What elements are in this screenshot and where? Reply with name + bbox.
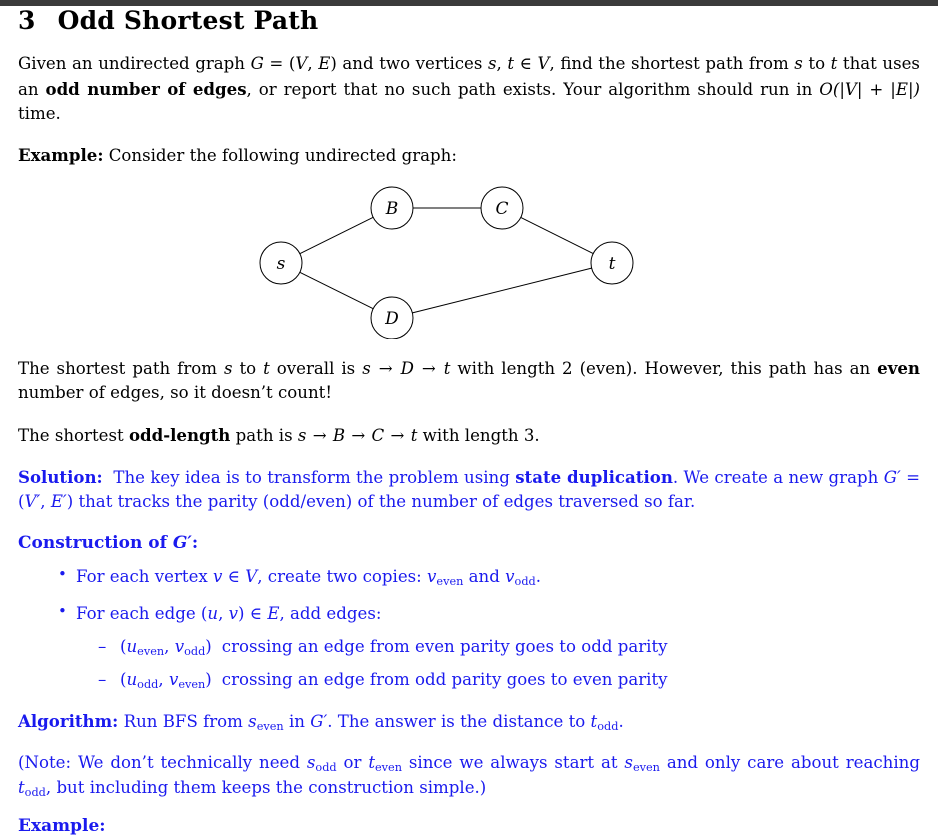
- d1-close: ): [205, 636, 212, 656]
- p2-t: t: [263, 358, 270, 378]
- intro-text-e: time.: [18, 104, 61, 124]
- b1-a: For each vertex: [76, 566, 214, 586]
- construction-heading-G: G′: [172, 532, 192, 553]
- alg-t-base: t: [590, 711, 598, 731]
- b1-copy1-sub: even: [436, 574, 464, 588]
- note-t2-sub: odd: [24, 785, 46, 799]
- d1-open: (: [120, 636, 127, 656]
- d2-v-sub: even: [178, 678, 206, 692]
- construction-heading: [18, 533, 920, 553]
- graph-node-label: C: [495, 198, 509, 219]
- b2-v: v: [228, 603, 239, 623]
- intro-text-d: , or report that no such path exists. Your algorithm should run in: [246, 79, 820, 99]
- p2-d: number of edges, so it doesn’t count!: [18, 383, 332, 403]
- intro-text-b: , find the shortest path from: [549, 54, 795, 74]
- graph-node-label: s: [276, 253, 286, 274]
- note-t-sub: even: [375, 761, 402, 775]
- p2-path-D: D: [400, 358, 414, 378]
- p3-b: path is: [230, 425, 298, 445]
- alg-Gprime: G′: [310, 711, 328, 731]
- note-s-base: s: [306, 753, 316, 773]
- d2-u-base: u: [126, 669, 138, 689]
- dash-icon: –: [98, 636, 107, 656]
- list-item: [58, 601, 920, 692]
- example-label: Example:: [18, 145, 104, 166]
- page-title: [18, 8, 920, 34]
- alg-s-sub: even: [256, 720, 284, 734]
- math-Gprime: G′: [883, 467, 901, 487]
- alg-s-base: s: [248, 711, 257, 731]
- d2-text: crossing an edge from odd parity goes to even parity: [221, 669, 668, 689]
- math-complexity: (|V| + |E|): [832, 79, 921, 99]
- graph-edges: [300, 208, 593, 313]
- graph-edge-D-t: [412, 268, 591, 313]
- math-Eprime: E′: [50, 492, 67, 512]
- graph-node-C: [481, 187, 523, 229]
- shortest-path-paragraph: [18, 356, 920, 406]
- b2-E: E: [267, 603, 280, 623]
- b1-and: and: [463, 566, 506, 586]
- intro-text-c: that uses an: [18, 54, 920, 99]
- p3-a: The shortest: [18, 425, 129, 445]
- note-c: and only care about reaching: [659, 753, 920, 773]
- graph-edge-s-B: [300, 217, 373, 253]
- note-d: , but including them keeps the construction simple.): [45, 777, 487, 797]
- intro-in: ∈: [514, 54, 538, 74]
- b1-in: ∈: [222, 566, 246, 586]
- intro-to: to: [802, 54, 831, 74]
- example-end-heading: Example:: [18, 816, 106, 836]
- p2-b: overall is: [269, 358, 363, 378]
- b1-b: , create two copies:: [257, 566, 428, 586]
- bullet-icon: •: [58, 601, 67, 620]
- arrow-icon: →: [307, 425, 332, 445]
- solution-text-b: . We create a new graph: [672, 467, 884, 487]
- math-t2: t: [830, 54, 838, 74]
- note-a: (Note: We don’t technically need: [18, 753, 307, 773]
- d2-comma: ,: [158, 669, 169, 689]
- b2-u: u: [207, 603, 219, 623]
- graph-edge-C-t: [521, 217, 593, 253]
- b1-v: v: [213, 566, 223, 586]
- bullet-icon: •: [58, 564, 67, 583]
- p2-a: The shortest path from: [18, 358, 224, 378]
- b1-copy2-base: v: [505, 566, 515, 586]
- graph-edge-s-D: [300, 272, 373, 308]
- math-s: s: [487, 54, 497, 74]
- b2-comma: ,: [218, 603, 229, 623]
- intro-comma-2: ,: [496, 54, 508, 74]
- algorithm-label: Algorithm:: [18, 710, 119, 731]
- note-s2-sub: even: [632, 761, 660, 775]
- math-t: t: [507, 54, 515, 74]
- d1-v-sub: odd: [184, 645, 206, 659]
- construction-bullet-list: [18, 565, 920, 692]
- d1-v-base: v: [174, 636, 185, 656]
- solution-label: Solution:: [18, 466, 103, 487]
- intro-close: ) and two vertices: [330, 54, 488, 74]
- list-item: [98, 635, 920, 659]
- graph-node-label: D: [385, 308, 399, 329]
- document-page: [0, 8, 938, 836]
- intro-bold-phrase: odd number of edges: [45, 78, 247, 99]
- graph-node-label: B: [385, 198, 399, 219]
- example-intro-paragraph: [18, 143, 920, 168]
- arrow-icon: →: [346, 425, 371, 445]
- construction-heading-a: Construction of: [18, 532, 173, 553]
- d2-u-sub: odd: [137, 678, 159, 692]
- d2-open: (: [120, 669, 127, 689]
- graph-node-label: t: [608, 253, 616, 274]
- d2-v-base: v: [168, 669, 179, 689]
- construction-heading-b: :: [191, 532, 199, 553]
- intro-text-a: Given an undirected graph: [18, 54, 251, 74]
- p3-bold: odd-length: [128, 424, 231, 445]
- b1-copy2-sub: odd: [514, 574, 536, 588]
- p3-C: C: [371, 425, 385, 445]
- p2-path-s: s: [362, 358, 371, 378]
- construction-dash-list: [76, 635, 920, 692]
- note-s-sub: odd: [315, 761, 337, 775]
- solution-close: ) that tracks the parity (odd/even) of the number of edges traversed so far.: [66, 492, 696, 512]
- b1-V: V: [245, 566, 258, 586]
- d1-u-base: u: [126, 636, 138, 656]
- section-title-text: Odd Shortest Path: [57, 6, 319, 35]
- math-G: G: [250, 54, 264, 74]
- odd-path-paragraph: [18, 423, 920, 448]
- arrow-icon: →: [371, 358, 400, 378]
- math-s2: s: [794, 54, 803, 74]
- b2-a: For each edge (: [76, 603, 208, 623]
- note-or: or: [336, 753, 369, 773]
- p3-s: s: [297, 425, 307, 445]
- note-s2-base: s: [624, 753, 633, 773]
- graph-figure: [18, 179, 920, 339]
- list-item: [58, 564, 920, 589]
- d1-text: crossing an edge from even parity goes to odd parity: [221, 636, 668, 656]
- graph-node-s: [260, 242, 302, 284]
- alg-b: in: [283, 711, 311, 731]
- solution-text-a: The key idea is to transform the problem using: [113, 467, 516, 487]
- math-V: V: [295, 54, 308, 74]
- p3-t: t: [410, 425, 418, 445]
- solution-comma: ,: [40, 492, 51, 512]
- alg-c: . The answer is the distance to: [327, 711, 591, 731]
- arrow-icon: →: [414, 358, 443, 378]
- solution-bold: state duplication: [515, 466, 673, 487]
- p2-bold: even: [877, 357, 920, 378]
- math-V2: V: [537, 54, 550, 74]
- graph-node-B: [371, 187, 413, 229]
- p2-c: with length 2 (even). However, this path has an: [450, 358, 878, 378]
- note-t2-base: t: [18, 777, 25, 797]
- b2-c: , add edges:: [279, 603, 382, 623]
- dash-icon: –: [98, 669, 107, 689]
- list-item: [98, 668, 920, 692]
- p2-path-t: t: [443, 358, 451, 378]
- alg-a: Run BFS from: [123, 711, 249, 731]
- algorithm-paragraph: [18, 709, 920, 734]
- graph-svg: [18, 179, 920, 339]
- b1-c: .: [535, 566, 542, 586]
- math-Vprime: V′: [24, 492, 41, 512]
- problem-statement-paragraph: [18, 52, 920, 126]
- intro-comma: ,: [307, 54, 319, 74]
- note-b: since we always start at: [401, 753, 625, 773]
- intro-eq: = (: [263, 54, 296, 74]
- b2-b: ) ∈: [238, 603, 268, 623]
- math-O: O: [819, 79, 833, 99]
- p3-B: B: [332, 425, 346, 445]
- graph-nodes: [260, 187, 633, 339]
- graph-node-t: [591, 242, 633, 284]
- note-paragraph: [18, 751, 920, 800]
- b1-copy1-base: v: [427, 566, 437, 586]
- p3-c: with length 3.: [417, 425, 540, 445]
- d1-comma: ,: [164, 636, 175, 656]
- arrow-icon: →: [385, 425, 410, 445]
- graph-node-D: [371, 297, 413, 339]
- section-number: 3: [18, 6, 36, 35]
- example-intro-text: Consider the following undirected graph:: [108, 146, 457, 166]
- p2-to: to: [232, 358, 264, 378]
- alg-d: .: [618, 711, 624, 731]
- math-E: E: [318, 54, 331, 74]
- d2-close: ): [205, 669, 212, 689]
- solution-eq: = (: [18, 467, 920, 512]
- note-t-base: t: [368, 753, 376, 773]
- solution-paragraph: [18, 465, 920, 515]
- d1-u-sub: even: [137, 645, 165, 659]
- p2-s: s: [223, 358, 233, 378]
- alg-t-sub: odd: [597, 720, 619, 734]
